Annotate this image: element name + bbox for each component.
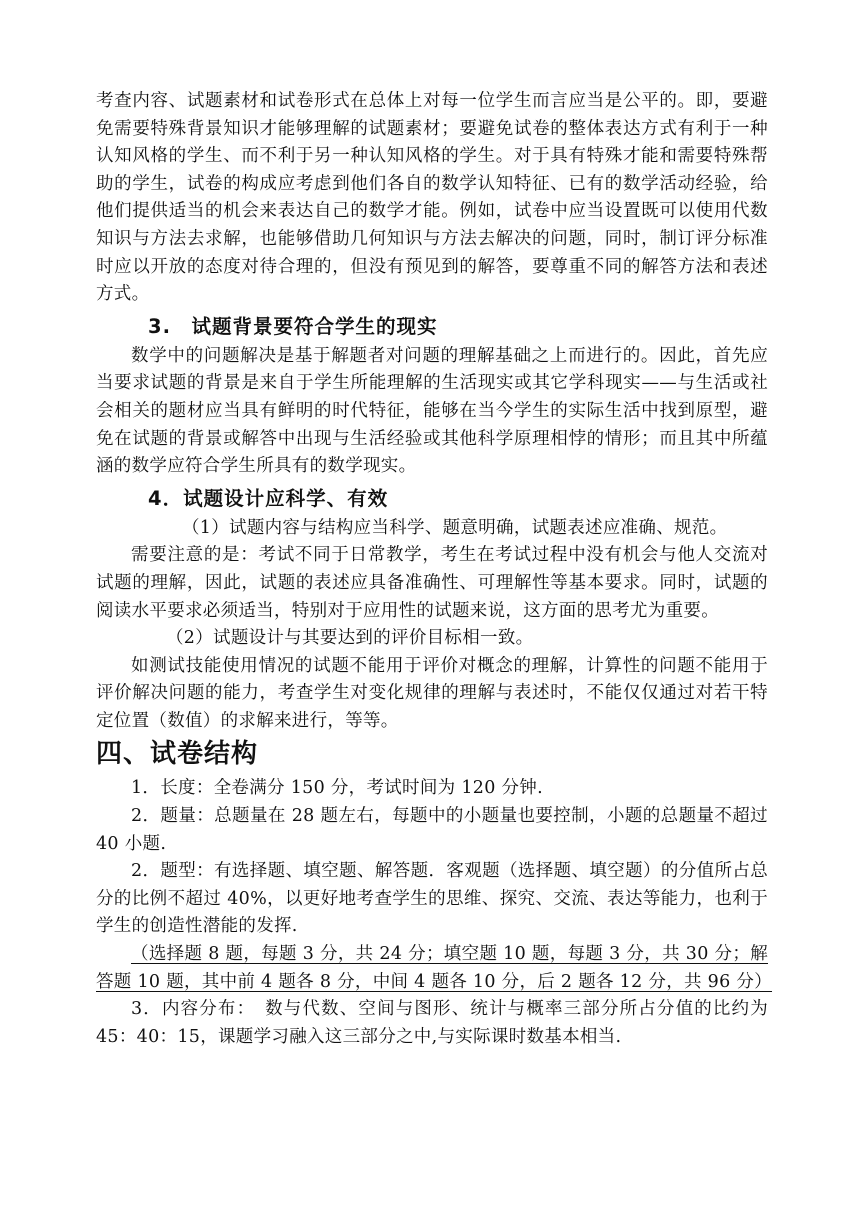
document-page [96, 88, 773, 1051]
heading-4-design: 4．试题设计应科学、有效 [148, 486, 389, 510]
paragraph-design-example: 如测试技能使用情况的试题不能用于评价对概念的理解，计算性的问题不能用于评价解决问题的能力，考查学生对变化规律的理解与表述时，不能仅仅通过对若干特定位置（数值）的求解来进行，等等。 [96, 655, 768, 731]
paragraph-design-note: 需要注意的是：考试不同于日常教学，考生在考试过程中没有机会与他人交流对试题的理解，因此，试题的表述应具备准确性、可理解性等基本要求。同时，试题的阅读水平要求必须适当，特别对于应用性的试题来说，这方面的思考尤为重要。 [96, 545, 768, 621]
paragraph-fairness: 考查内容、试题素材和试卷形式在总体上对每一位学生而言应当是公平的。即，要避免需要特殊背景知识才能够理解的试题素材；要避免试卷的整体表达方式有利于一种认知风格的学生、而不利于另一种认知风格的学生。对于具有特殊才能和需要特殊帮助的学生，试卷的构成应考虑到他们各自的数学认知特征、已有的数学活动经验，给他们提供适当的机会来表达自己的数学才能。例如，试卷中应当设置既可以使用代数知识与方法去求解，也能够借助几何知识与方法去解决的问题，同时，制订评分标准时应以开放的态度对待合理的，但没有预见到的解答，要尊重不同的解答方法和表述方式。 [96, 91, 768, 305]
paragraph-design-2: （2）试题设计与其要达到的评价目标相一致。 [166, 628, 534, 649]
structure-item-length: 1．长度：全卷满分 150 分，考试时间为 120 分钟. [131, 778, 543, 799]
structure-item-scoring: （选择题 8 题，每题 3 分，共 24 分；填空题 10 题，每题 3 分，共 30 分；解答题 10 题，其中前 4 题各 8 分，中间 4 题各 10 分，后 2 题各 12 分，共 96 分） [96, 944, 773, 992]
paragraph-design-1: （1）试题内容与结构应当科学、题意明确，试题表述应准确、规范。 [182, 517, 728, 538]
structure-item-count: 2．题量：总题量在 28 题左右，每题中的小题量也要控制，小题的总题量不超过 40 小题. [96, 806, 768, 854]
structure-item-types: 2．题型：有选择题、填空题、解答题．客观题（选择题、填空题）的分值所占总分的比例不超过 40%，以更好地考查学生的思维、探究、交流、表达等能力，也利于学生的创造性潜能的发挥. [96, 861, 768, 937]
heading-3-background: 3. 试题背景要符合学生的现实 [148, 314, 438, 338]
structure-item-distribution: 3．内容分布： 数与代数、空间与图形、统计与概率三部分所占分值的比约为 45：40：15，课题学习融入这三部分之中,与实际课时数基本相当. [96, 999, 768, 1047]
paragraph-background: 数学中的问题解决是基于解题者对问题的理解基础之上而进行的。因此，首先应当要求试题的背景是来自于学生所能理解的生活现实或其它学科现实——与生活或社会相关的题材应当具有鲜明的时代特征，能够在当今学生的实际生活中找到原型，避免在试题的背景或解答中出现与生活经验或其他科学原理相悖的情形；而且其中所蕴涵的数学应符合学生所具有的数学现实。 [96, 345, 768, 477]
section-title-structure: 四、试卷结构 [96, 739, 259, 770]
